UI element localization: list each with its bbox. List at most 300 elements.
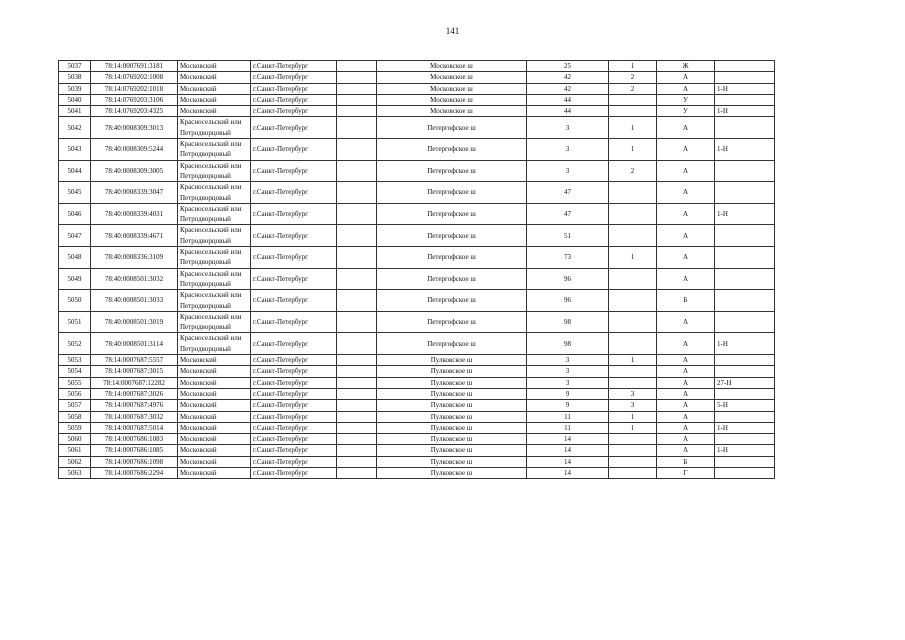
cell-house-number: 3: [527, 366, 609, 377]
cell-house-number: 44: [527, 106, 609, 117]
cell-district: Красносельский или Петродворцовый: [178, 290, 251, 312]
cell-locality: [337, 355, 377, 366]
cell-letter: А: [657, 355, 715, 366]
cell-cadastral-number: 78:14:0007687:5014: [91, 422, 178, 433]
cell-cadastral-number: 78:14:0007687:5557: [91, 355, 178, 366]
cell-letter: А: [657, 333, 715, 355]
cell-city: г.Санкт-Петербург: [251, 333, 337, 355]
cell-letter: А: [657, 311, 715, 333]
cell-building-number: 2: [609, 83, 657, 94]
cell-locality: [337, 72, 377, 83]
cell-locality: [337, 445, 377, 456]
cell-district: Московский: [178, 355, 251, 366]
cell-district: Московский: [178, 467, 251, 478]
cell-district: Красносельский или Петродворцовый: [178, 311, 251, 333]
cell-street: Пулковское ш: [377, 422, 527, 433]
cell-locality: [337, 467, 377, 478]
cell-house-number: 14: [527, 456, 609, 467]
cell-district: Красносельский или Петродворцовый: [178, 247, 251, 269]
cell-city: г.Санкт-Петербург: [251, 160, 337, 182]
cell-city: г.Санкт-Петербург: [251, 355, 337, 366]
cell-cadastral-number: 78:40:0008501:3019: [91, 311, 178, 333]
cell-house-number: 9: [527, 388, 609, 399]
cell-building-number: [609, 445, 657, 456]
cell-premises-number: 1-Н: [715, 445, 775, 456]
cell-district: Красносельский или Петродворцовый: [178, 117, 251, 139]
cell-letter: А: [657, 160, 715, 182]
cell-cadastral-number: 78:14:0769203:4325: [91, 106, 178, 117]
cell-locality: [337, 411, 377, 422]
cell-locality: [337, 434, 377, 445]
cell-letter: А: [657, 377, 715, 388]
cell-letter: А: [657, 247, 715, 269]
cell-district: Московский: [178, 83, 251, 94]
cell-premises-number: [715, 355, 775, 366]
cell-premises-number: [715, 160, 775, 182]
cell-cadastral-number: 78:14:0007687:3015: [91, 366, 178, 377]
cell-house-number: 42: [527, 83, 609, 94]
cell-city: г.Санкт-Петербург: [251, 225, 337, 247]
cell-cadastral-number: 78:40:0008336:3109: [91, 247, 178, 269]
cell-premises-number: [715, 434, 775, 445]
table-row: [59, 377, 775, 388]
cell-district: Московский: [178, 366, 251, 377]
cell-row-number: 5050: [59, 290, 91, 312]
cell-house-number: 3: [527, 117, 609, 139]
cell-city: г.Санкт-Петербург: [251, 290, 337, 312]
cell-premises-number: [715, 388, 775, 399]
cell-letter: У: [657, 106, 715, 117]
table-row: [59, 411, 775, 422]
cell-city: г.Санкт-Петербург: [251, 268, 337, 290]
cell-street: Московское ш: [377, 61, 527, 72]
cell-premises-number: [715, 94, 775, 105]
cell-locality: [337, 247, 377, 269]
cell-row-number: 5048: [59, 247, 91, 269]
cell-cadastral-number: 78:40:0008339:4671: [91, 225, 178, 247]
cell-city: г.Санкт-Петербург: [251, 247, 337, 269]
cell-district: Красносельский или Петродворцовый: [178, 225, 251, 247]
cell-letter: Б: [657, 456, 715, 467]
cell-row-number: 5047: [59, 225, 91, 247]
cell-row-number: 5037: [59, 61, 91, 72]
cell-house-number: 44: [527, 94, 609, 105]
cell-district: Московский: [178, 388, 251, 399]
cell-cadastral-number: 78:14:0007686:1085: [91, 445, 178, 456]
cell-row-number: 5058: [59, 411, 91, 422]
cell-cadastral-number: 78:14:0007687:3026: [91, 388, 178, 399]
cell-district: Московский: [178, 422, 251, 433]
table-row: [59, 94, 775, 105]
cell-house-number: 98: [527, 311, 609, 333]
cell-city: г.Санкт-Петербург: [251, 311, 337, 333]
cell-cadastral-number: 78:14:0007687:3032: [91, 411, 178, 422]
cell-locality: [337, 160, 377, 182]
table-row: [59, 203, 775, 225]
cell-district: Московский: [178, 411, 251, 422]
cell-building-number: 2: [609, 160, 657, 182]
cell-house-number: 51: [527, 225, 609, 247]
cell-district: Московский: [178, 61, 251, 72]
cell-cadastral-number: 78:14:0769202:1018: [91, 83, 178, 94]
cell-letter: А: [657, 268, 715, 290]
cell-premises-number: [715, 225, 775, 247]
cell-premises-number: [715, 467, 775, 478]
cell-cadastral-number: 78:40:0008339:3047: [91, 182, 178, 204]
cell-building-number: [609, 456, 657, 467]
cell-premises-number: 1-Н: [715, 106, 775, 117]
cell-row-number: 5054: [59, 366, 91, 377]
cell-city: г.Санкт-Петербург: [251, 72, 337, 83]
cell-locality: [337, 106, 377, 117]
cell-district: Московский: [178, 400, 251, 411]
cell-locality: [337, 94, 377, 105]
cell-house-number: 96: [527, 290, 609, 312]
cell-district: Красносельский или Петродворцовый: [178, 333, 251, 355]
table-row: [59, 311, 775, 333]
cell-building-number: [609, 434, 657, 445]
cell-letter: А: [657, 411, 715, 422]
cell-city: г.Санкт-Петербург: [251, 434, 337, 445]
cell-cadastral-number: 78:40:0008309:5244: [91, 139, 178, 161]
cell-street: Петергофское ш: [377, 225, 527, 247]
cell-building-number: [609, 182, 657, 204]
cell-street: Московское ш: [377, 94, 527, 105]
cell-locality: [337, 182, 377, 204]
cell-street: Петергофское ш: [377, 333, 527, 355]
cell-cadastral-number: 78:40:0008501:3032: [91, 268, 178, 290]
table-row: [59, 72, 775, 83]
cell-cadastral-number: 78:40:0008339:4031: [91, 203, 178, 225]
cell-district: Красносельский или Петродворцовый: [178, 203, 251, 225]
cell-building-number: 1: [609, 411, 657, 422]
cell-building-number: 1: [609, 355, 657, 366]
cell-premises-number: 5-Н: [715, 400, 775, 411]
cell-letter: А: [657, 83, 715, 94]
cell-house-number: 73: [527, 247, 609, 269]
cell-premises-number: [715, 247, 775, 269]
cell-premises-number: [715, 411, 775, 422]
cell-district: Московский: [178, 94, 251, 105]
cell-premises-number: [715, 366, 775, 377]
cell-street: Пулковское ш: [377, 445, 527, 456]
cell-street: Пулковское ш: [377, 456, 527, 467]
cell-row-number: 5044: [59, 160, 91, 182]
cell-building-number: [609, 106, 657, 117]
cell-row-number: 5059: [59, 422, 91, 433]
cell-district: Красносельский или Петродворцовый: [178, 160, 251, 182]
cell-row-number: 5056: [59, 388, 91, 399]
cell-letter: А: [657, 203, 715, 225]
cell-letter: Ж: [657, 61, 715, 72]
table-row: [59, 139, 775, 161]
cell-building-number: [609, 366, 657, 377]
cell-letter: А: [657, 400, 715, 411]
cell-building-number: 1: [609, 139, 657, 161]
cell-letter: А: [657, 139, 715, 161]
cell-premises-number: 1-Н: [715, 203, 775, 225]
cell-building-number: 1: [609, 117, 657, 139]
cell-house-number: 3: [527, 139, 609, 161]
cell-district: Московский: [178, 445, 251, 456]
cell-cadastral-number: 78:14:0007686:1098: [91, 456, 178, 467]
cell-letter: А: [657, 388, 715, 399]
cell-street: Пулковское ш: [377, 411, 527, 422]
cell-letter: А: [657, 445, 715, 456]
cell-row-number: 5057: [59, 400, 91, 411]
cell-house-number: 9: [527, 400, 609, 411]
cell-street: Петергофское ш: [377, 117, 527, 139]
cell-street: Пулковское ш: [377, 355, 527, 366]
cell-letter: А: [657, 117, 715, 139]
cell-building-number: [609, 311, 657, 333]
cell-city: г.Санкт-Петербург: [251, 106, 337, 117]
cell-locality: [337, 203, 377, 225]
cell-district: Московский: [178, 456, 251, 467]
cell-cadastral-number: 78:14:0769203:3106: [91, 94, 178, 105]
cell-street: Петергофское ш: [377, 290, 527, 312]
cell-row-number: 5043: [59, 139, 91, 161]
cell-street: Петергофское ш: [377, 182, 527, 204]
cell-house-number: 14: [527, 434, 609, 445]
table-row: [59, 268, 775, 290]
cell-street: Московское ш: [377, 83, 527, 94]
table-row: [59, 225, 775, 247]
cell-street: Петергофское ш: [377, 247, 527, 269]
cell-house-number: 96: [527, 268, 609, 290]
table-row: [59, 456, 775, 467]
cell-cadastral-number: 78:14:0007687:4976: [91, 400, 178, 411]
cell-street: Пулковское ш: [377, 377, 527, 388]
cell-letter: А: [657, 182, 715, 204]
cell-city: г.Санкт-Петербург: [251, 117, 337, 139]
cell-district: Красносельский или Петродворцовый: [178, 139, 251, 161]
cell-building-number: [609, 225, 657, 247]
cell-building-number: [609, 377, 657, 388]
cell-premises-number: 1-Н: [715, 422, 775, 433]
cell-district: Московский: [178, 106, 251, 117]
cell-cadastral-number: 78:14:0007691:3181: [91, 61, 178, 72]
cell-locality: [337, 422, 377, 433]
cell-row-number: 5062: [59, 456, 91, 467]
cell-house-number: 47: [527, 203, 609, 225]
cell-city: г.Санкт-Петербург: [251, 61, 337, 72]
cell-locality: [337, 333, 377, 355]
cell-house-number: 42: [527, 72, 609, 83]
table-row: [59, 434, 775, 445]
cell-building-number: 1: [609, 247, 657, 269]
table-row: [59, 467, 775, 478]
cell-city: г.Санкт-Петербург: [251, 456, 337, 467]
table-row: [59, 117, 775, 139]
cell-locality: [337, 139, 377, 161]
table-row: [59, 355, 775, 366]
cell-house-number: 98: [527, 333, 609, 355]
cell-city: г.Санкт-Петербург: [251, 445, 337, 456]
cell-letter: А: [657, 422, 715, 433]
cell-premises-number: [715, 117, 775, 139]
table-row: [59, 445, 775, 456]
cell-row-number: 5052: [59, 333, 91, 355]
cell-row-number: 5061: [59, 445, 91, 456]
cell-city: г.Санкт-Петербург: [251, 377, 337, 388]
table-row: [59, 333, 775, 355]
cell-house-number: 47: [527, 182, 609, 204]
cell-letter: А: [657, 366, 715, 377]
cell-row-number: 5051: [59, 311, 91, 333]
property-register-table: [58, 60, 775, 479]
cell-building-number: [609, 333, 657, 355]
cell-row-number: 5041: [59, 106, 91, 117]
cell-house-number: 11: [527, 422, 609, 433]
cell-street: Пулковское ш: [377, 400, 527, 411]
cell-building-number: 1: [609, 422, 657, 433]
cell-city: г.Санкт-Петербург: [251, 411, 337, 422]
table-row: [59, 366, 775, 377]
table-row: [59, 290, 775, 312]
cell-street: Пулковское ш: [377, 467, 527, 478]
cell-letter: А: [657, 434, 715, 445]
cell-premises-number: [715, 290, 775, 312]
cell-letter: А: [657, 72, 715, 83]
cell-cadastral-number: 78:40:0008309:3013: [91, 117, 178, 139]
cell-street: Петергофское ш: [377, 268, 527, 290]
table-row: [59, 182, 775, 204]
cell-letter: А: [657, 225, 715, 247]
cell-locality: [337, 400, 377, 411]
cell-locality: [337, 311, 377, 333]
cell-row-number: 5063: [59, 467, 91, 478]
table-row: [59, 83, 775, 94]
cell-premises-number: 1-Н: [715, 139, 775, 161]
cell-city: г.Санкт-Петербург: [251, 83, 337, 94]
cell-district: Московский: [178, 72, 251, 83]
table-row: [59, 247, 775, 269]
cell-row-number: 5055: [59, 377, 91, 388]
cell-premises-number: 27-Н: [715, 377, 775, 388]
cell-building-number: [609, 268, 657, 290]
cell-premises-number: [715, 268, 775, 290]
cell-row-number: 5046: [59, 203, 91, 225]
cell-premises-number: 1-Н: [715, 83, 775, 94]
cell-cadastral-number: 78:14:0007686:2294: [91, 467, 178, 478]
page-number: 141: [445, 26, 460, 36]
cell-city: г.Санкт-Петербург: [251, 388, 337, 399]
cell-street: Петергофское ш: [377, 311, 527, 333]
cell-locality: [337, 290, 377, 312]
cell-building-number: 3: [609, 400, 657, 411]
cell-row-number: 5038: [59, 72, 91, 83]
cell-row-number: 5045: [59, 182, 91, 204]
cell-district: Московский: [178, 434, 251, 445]
cell-district: Красносельский или Петродворцовый: [178, 268, 251, 290]
cell-row-number: 5040: [59, 94, 91, 105]
cell-city: г.Санкт-Петербург: [251, 422, 337, 433]
cell-district: Московский: [178, 377, 251, 388]
cell-house-number: 3: [527, 355, 609, 366]
table-row: [59, 388, 775, 399]
cell-locality: [337, 268, 377, 290]
cell-house-number: 3: [527, 160, 609, 182]
table-row: [59, 61, 775, 72]
cell-street: Пулковское ш: [377, 434, 527, 445]
cell-street: Петергофское ш: [377, 203, 527, 225]
cell-city: г.Санкт-Петербург: [251, 182, 337, 204]
cell-cadastral-number: 78:14:0769202:1008: [91, 72, 178, 83]
cell-row-number: 5042: [59, 117, 91, 139]
table-row: [59, 160, 775, 182]
cell-letter: Б: [657, 290, 715, 312]
cell-locality: [337, 225, 377, 247]
cell-street: Петергофское ш: [377, 160, 527, 182]
cell-locality: [337, 388, 377, 399]
cell-locality: [337, 83, 377, 94]
cell-house-number: 11: [527, 411, 609, 422]
cell-city: г.Санкт-Петербург: [251, 139, 337, 161]
cell-row-number: 5053: [59, 355, 91, 366]
cell-premises-number: 1-Н: [715, 333, 775, 355]
cell-house-number: 3: [527, 377, 609, 388]
cell-cadastral-number: 78:14:0007686:1083: [91, 434, 178, 445]
cell-house-number: 14: [527, 467, 609, 478]
cell-cadastral-number: 78:40:0008501:3033: [91, 290, 178, 312]
cell-locality: [337, 61, 377, 72]
cell-row-number: 5039: [59, 83, 91, 94]
cell-row-number: 5060: [59, 434, 91, 445]
cell-house-number: 14: [527, 445, 609, 456]
cell-city: г.Санкт-Петербург: [251, 400, 337, 411]
cell-district: Красносельский или Петродворцовый: [178, 182, 251, 204]
cell-building-number: 2: [609, 72, 657, 83]
cell-city: г.Санкт-Петербург: [251, 366, 337, 377]
cell-premises-number: [715, 456, 775, 467]
cell-premises-number: [715, 72, 775, 83]
cell-street: Пулковское ш: [377, 388, 527, 399]
cell-premises-number: [715, 311, 775, 333]
cell-building-number: [609, 290, 657, 312]
cell-city: г.Санкт-Петербург: [251, 94, 337, 105]
cell-locality: [337, 377, 377, 388]
cell-building-number: [609, 203, 657, 225]
cell-letter: Г: [657, 467, 715, 478]
cell-premises-number: [715, 182, 775, 204]
table-body: [59, 61, 775, 479]
cell-street: Московское ш: [377, 72, 527, 83]
cell-building-number: 3: [609, 388, 657, 399]
cell-street: Пулковское ш: [377, 366, 527, 377]
cell-premises-number: [715, 61, 775, 72]
cell-cadastral-number: 78:14:0007687:12282: [91, 377, 178, 388]
cell-cadastral-number: 78:40:0008309:3005: [91, 160, 178, 182]
cell-locality: [337, 366, 377, 377]
cell-locality: [337, 117, 377, 139]
table-row: [59, 422, 775, 433]
cell-house-number: 25: [527, 61, 609, 72]
cell-street: Московское ш: [377, 106, 527, 117]
cell-city: г.Санкт-Петербург: [251, 467, 337, 478]
table-row: [59, 106, 775, 117]
cell-cadastral-number: 78:40:0008501:3114: [91, 333, 178, 355]
cell-street: Петергофское ш: [377, 139, 527, 161]
cell-city: г.Санкт-Петербург: [251, 203, 337, 225]
cell-building-number: 1: [609, 61, 657, 72]
cell-building-number: [609, 94, 657, 105]
cell-row-number: 5049: [59, 268, 91, 290]
table-row: [59, 400, 775, 411]
cell-locality: [337, 456, 377, 467]
cell-building-number: [609, 467, 657, 478]
cell-letter: У: [657, 94, 715, 105]
